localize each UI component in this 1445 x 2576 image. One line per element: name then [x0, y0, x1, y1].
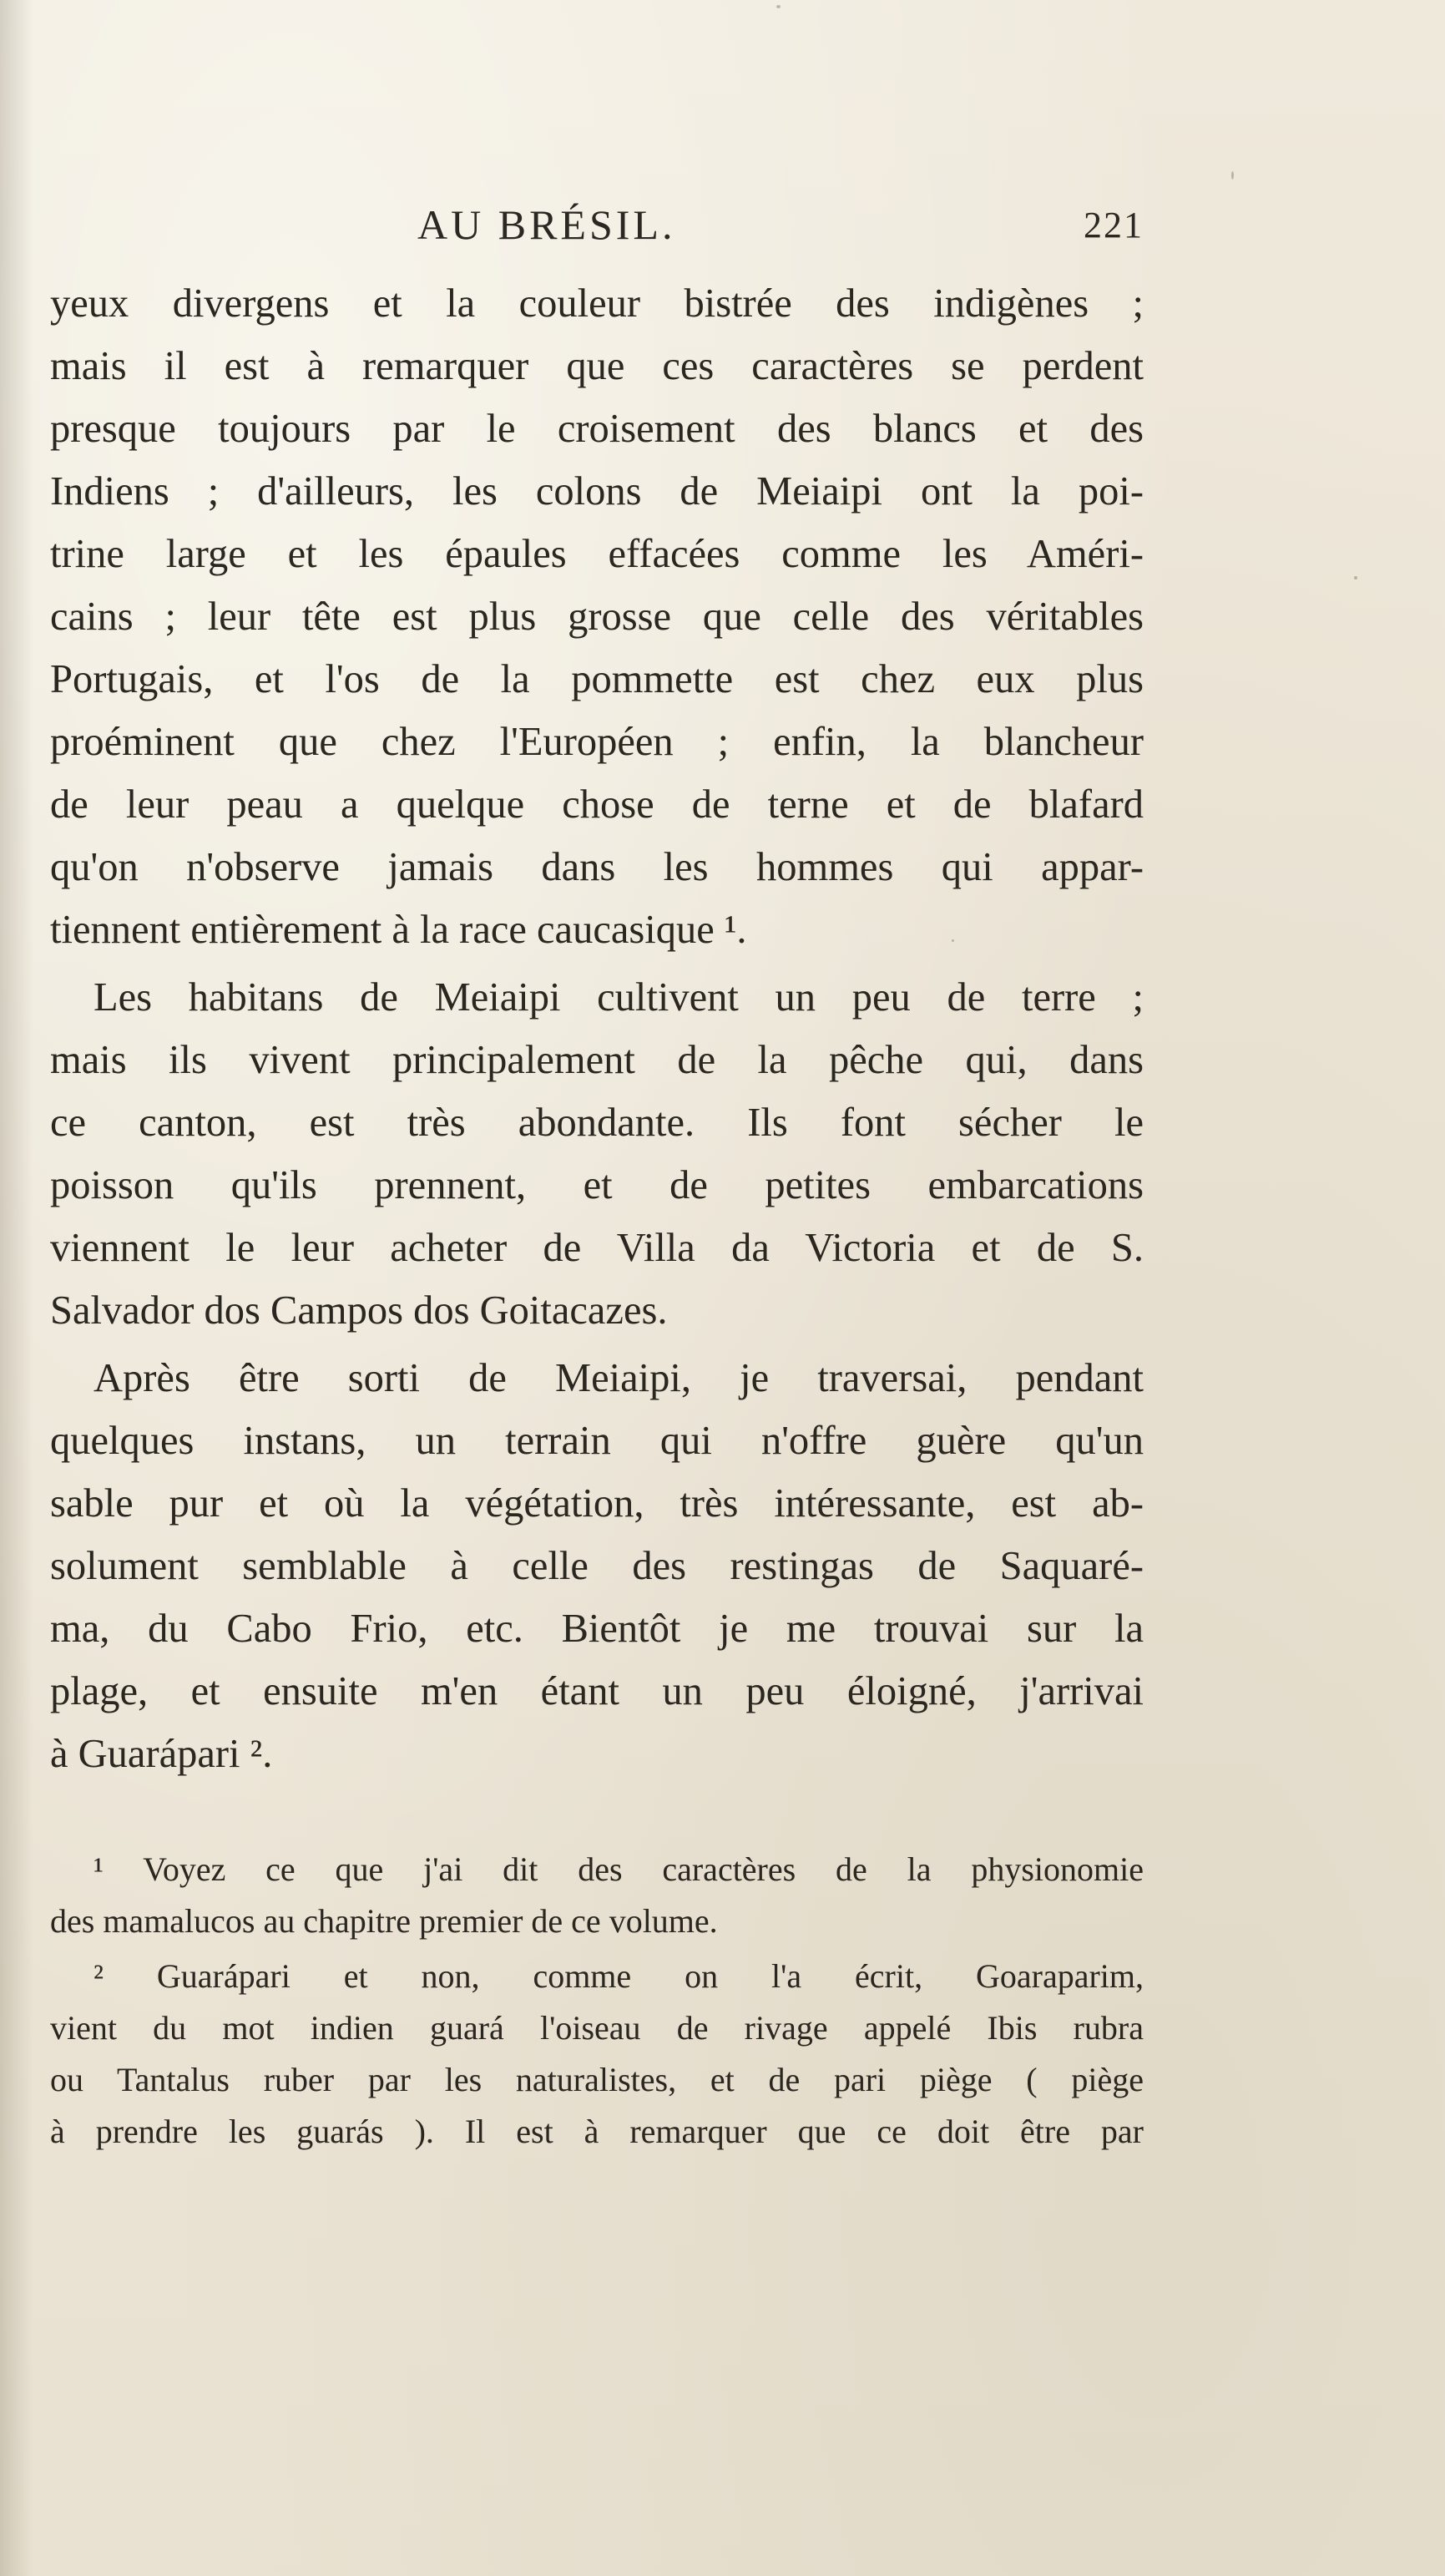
body-line: viennent le leur acheter de Villa da Victoria et de S. [50, 1226, 1144, 1270]
body-line: ce canton, est très abondante. Ils font sécher le [50, 1101, 1144, 1145]
body-line: qu'on n'observe jamais dans les hommes qui appar- [50, 845, 1144, 889]
body-line: plage, et ensuite m'en étant un peu éloigné, j'arrivai [50, 1669, 1144, 1713]
body-line: tiennent entièrement à la race caucasique ¹. [50, 908, 747, 952]
paper-speck [1231, 171, 1234, 180]
body-line: ma, du Cabo Frio, etc. Bientôt je me trouvai sur la [50, 1607, 1144, 1651]
body-line: solument semblable à celle des restingas de Saquaré- [50, 1544, 1144, 1588]
body-line: Salvador dos Campos dos Goitacazes. [50, 1288, 668, 1333]
body-line: mais il est à remarquer que ces caractères se perdent [50, 344, 1144, 388]
page-header [50, 192, 1144, 267]
body-line: Portugais, et l'os de la pommette est chez eux plus [50, 657, 1144, 701]
gutter-shadow [0, 0, 33, 2576]
body-line: Indiens ; d'ailleurs, les colons de Meiaipi ont la poi- [50, 469, 1144, 514]
body-line: poisson qu'ils prennent, et de petites embarcations [50, 1163, 1144, 1207]
body-line: à Guarápari ². [50, 1732, 273, 1776]
body-line: quelques instans, un terrain qui n'offre guère qu'un [50, 1419, 1144, 1463]
body-line: sable pur et où la végétation, très intéressante, est ab- [50, 1481, 1144, 1526]
footnotes [50, 1844, 1144, 2158]
footnote-line: ou Tantalus ruber par les naturalistes, et de pari piège ( piège [50, 2061, 1144, 2098]
body-line: cains ; leur tête est plus grosse que celle des véritables [50, 595, 1144, 639]
body-line: de leur peau a quelque chose de terne et de blafard [50, 782, 1144, 827]
running-head: AU BRÉSIL. [417, 201, 676, 248]
paper-speck [1354, 576, 1357, 579]
footnote-line: ² Guarápari et non, comme on l'a écrit, Goaraparim, [93, 1957, 1144, 1995]
paper-speck [776, 5, 781, 8]
footnote-line: à prendre les guarás ). Il est à remarquer que ce doit être par [50, 2113, 1144, 2150]
body-text [50, 272, 1144, 1785]
body-line: mais ils vivent principalement de la pêche qui, dans [50, 1038, 1144, 1082]
body-line: trine large et les épaules effacées comme les Améri- [50, 532, 1144, 576]
body-line: yeux divergens et la couleur bistrée des indigènes ; [50, 281, 1144, 326]
body-line: presque toujours par le croisement des blancs et des [50, 407, 1144, 451]
footnote-line: ¹ Voyez ce que j'ai dit des caractères de la physionomie [93, 1850, 1144, 1888]
footnote-line: vient du mot indien guará l'oiseau de rivage appelé Ibis rubra [50, 2009, 1144, 2047]
paper-speck [952, 939, 954, 942]
body-line: proéminent que chez l'Européen ; enfin, la blancheur [50, 720, 1144, 764]
body-line: Les habitans de Meiaipi cultivent un peu de terre ; [93, 975, 1144, 1020]
page-number: 221 [1084, 205, 1144, 245]
body-line: Après être sorti de Meiaipi, je traversai, pendant [93, 1356, 1144, 1400]
footnote-line: des mamalucos au chapitre premier de ce volume. [50, 1902, 718, 1940]
